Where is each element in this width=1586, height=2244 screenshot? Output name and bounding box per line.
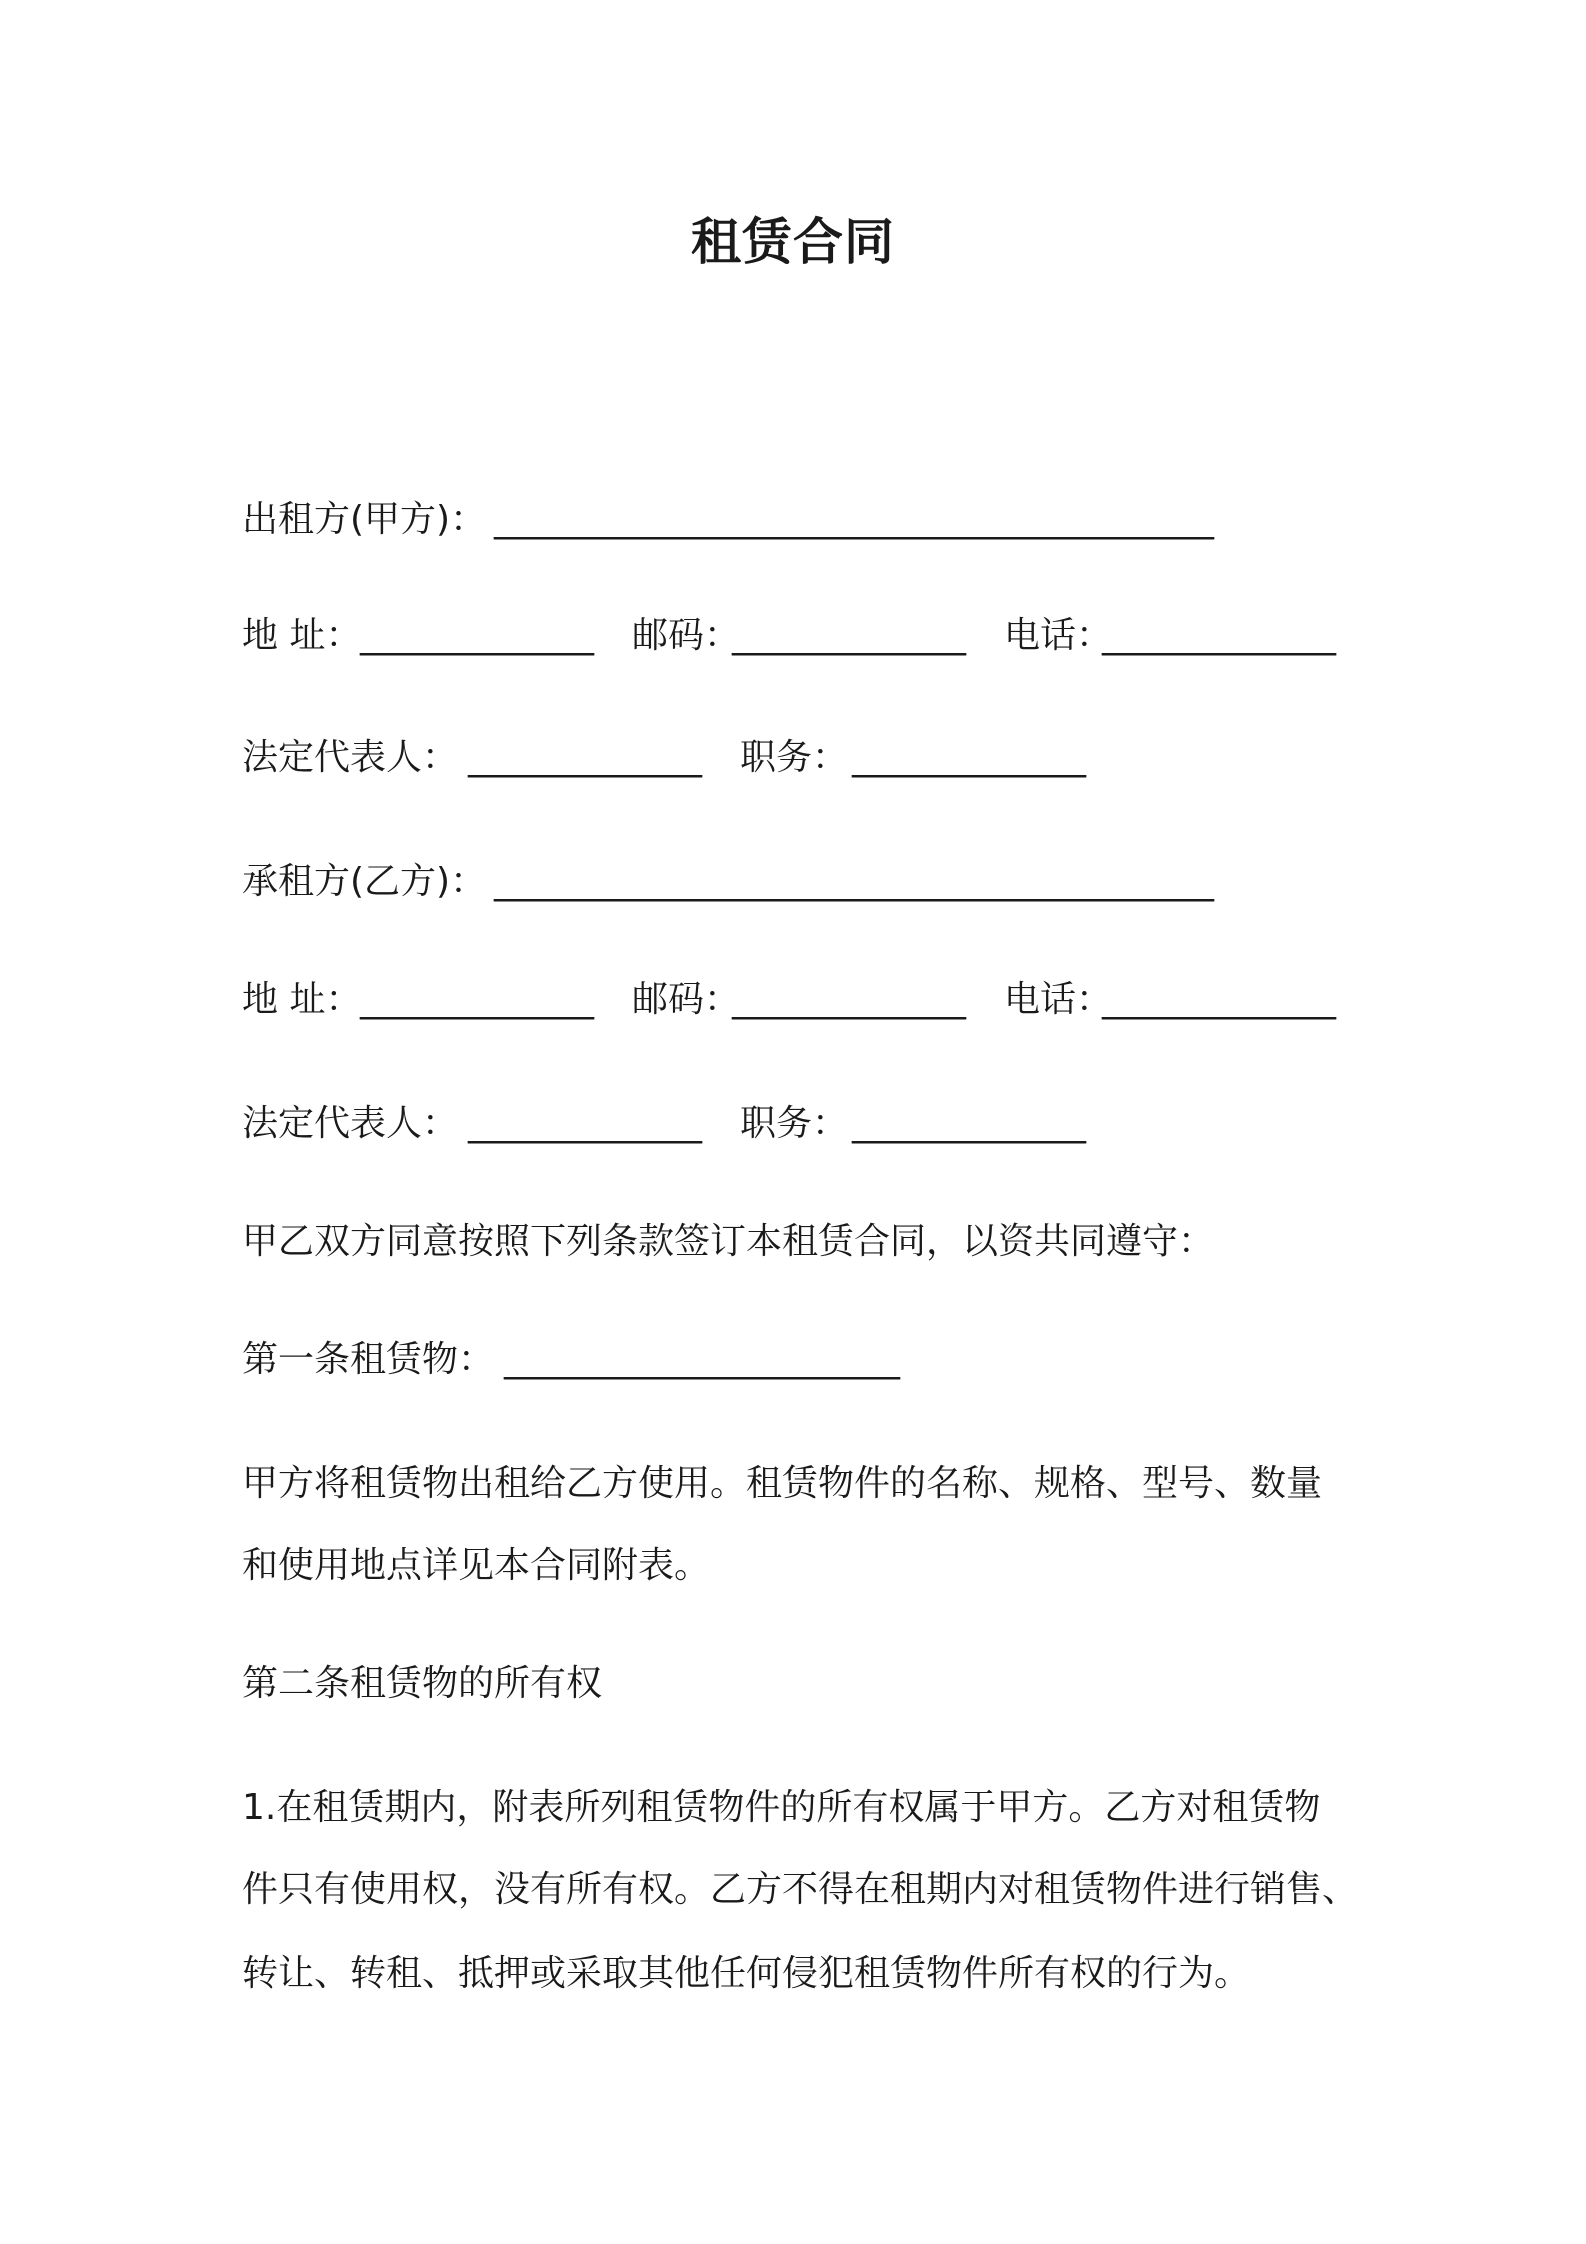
lessor-blank: ________________________________________ (494, 499, 1214, 540)
lessee-position-label: 职务： (740, 1103, 849, 1144)
lessee-phone-label: 电话： (1004, 979, 1113, 1020)
lessee-legal-rep-label: 法定代表人： (242, 1103, 459, 1144)
lessee-phone-blank: _____________ (1102, 979, 1336, 1020)
article1-body-line1: 甲方将租赁物出租给乙方使用。租赁物件的名称、规格、型号、数量 (242, 1463, 1323, 1504)
lessor-postcode-label: 邮码： (632, 615, 741, 656)
article1-heading: 第一条租赁物： (242, 1339, 495, 1380)
lessee-address-blank: _____________ (360, 979, 594, 1020)
lessor-legal-rep-blank: _____________ (468, 737, 702, 778)
lessee-postcode-label: 邮码： (632, 979, 741, 1020)
lessee-label: 承租方(乙方)： (242, 861, 487, 902)
lessor-phone-blank: _____________ (1102, 615, 1336, 656)
article1-blank: ______________________ (504, 1339, 900, 1380)
article2-p1-line3: 转让、转租、抵押或采取其他任何侵犯租赁物件所有权的行为。 (242, 1953, 1251, 1994)
intro-paragraph: 甲乙双方同意按照下列条款签订本租赁合同，以资共同遵守： (242, 1221, 1215, 1262)
lessor-phone-label: 电话： (1004, 615, 1113, 656)
lessee-address-label: 地 址： (242, 979, 362, 1020)
page-title: 租赁合同 (691, 213, 895, 271)
lessor-legal-rep-label: 法定代表人： (242, 737, 459, 778)
lessor-address-blank: _____________ (360, 615, 594, 656)
lessee-position-blank: _____________ (852, 1103, 1086, 1144)
article2-p1-line2: 件只有使用权，没有所有权。乙方不得在租期内对租赁物件进行销售、 (242, 1869, 1359, 1910)
lessor-postcode-blank: _____________ (732, 615, 966, 656)
lessee-blank: ________________________________________ (494, 861, 1214, 902)
lessor-address-label: 地 址： (242, 615, 362, 656)
lessor-position-label: 职务： (740, 737, 849, 778)
article2-heading: 第二条租赁物的所有权 (242, 1663, 603, 1704)
article1-body-line2: 和使用地点详见本合同附表。 (242, 1545, 711, 1586)
lessee-legal-rep-blank: _____________ (468, 1103, 702, 1144)
article2-p1-line1: 1.在租赁期内，附表所列租赁物件的所有权属于甲方。乙方对租赁物 (242, 1787, 1321, 1828)
lessor-label: 出租方(甲方)： (242, 499, 487, 540)
lessor-position-blank: _____________ (852, 737, 1086, 778)
lessee-postcode-blank: _____________ (732, 979, 966, 1020)
